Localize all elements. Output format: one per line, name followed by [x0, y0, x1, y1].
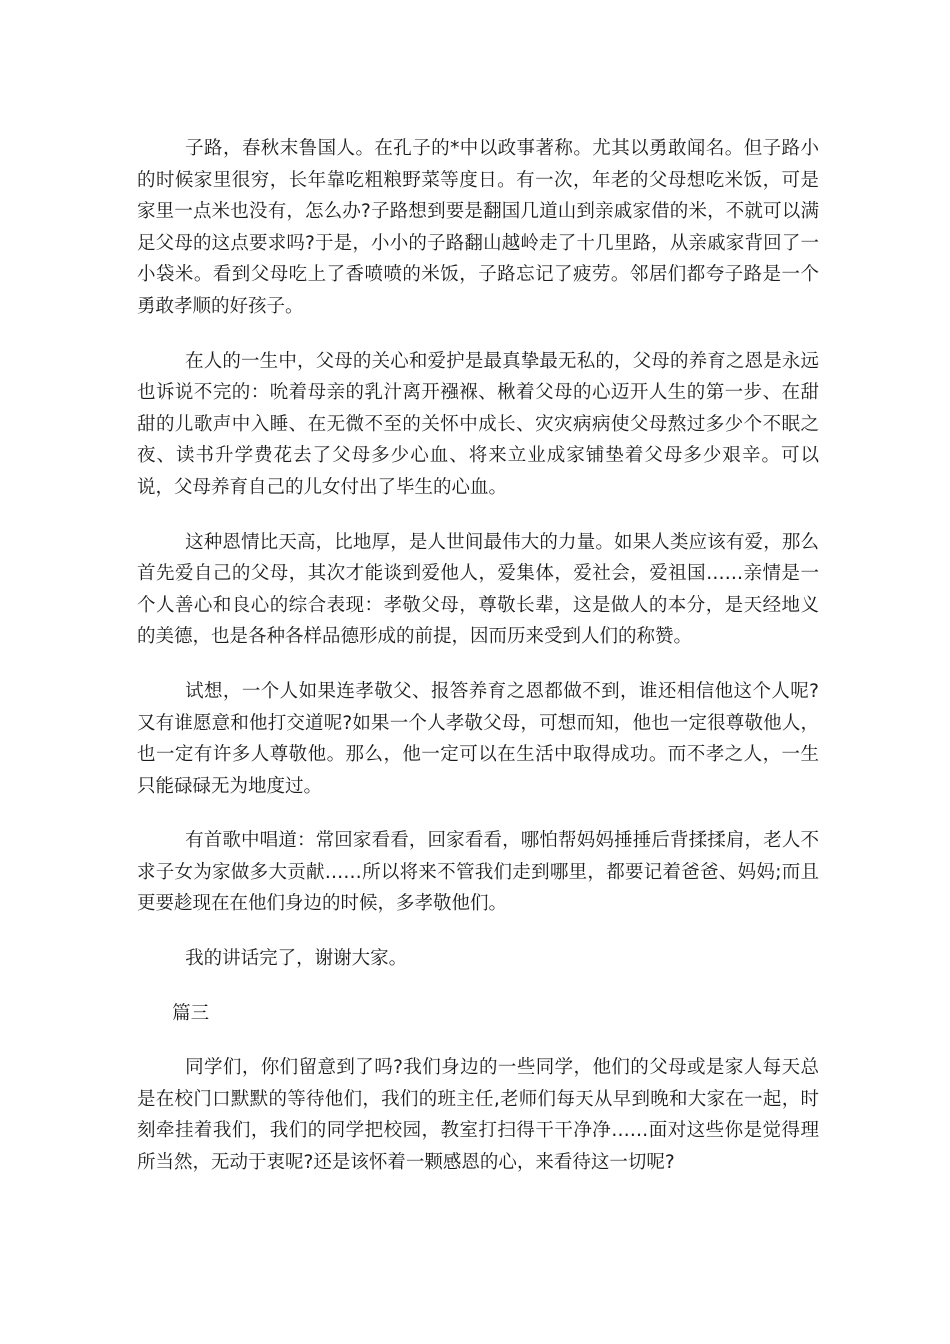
paragraph-song-lyrics: 有首歌中唱道：常回家看看，回家看看，哪怕帮妈妈捶捶后背揉揉肩，老人不求子女为家做多大贡献……所以将来不管我们走到哪里，都要记着爸爸、妈妈;而且更要趁现在在他们身边的时候，多孝敬他们。 — [137, 830, 819, 915]
paragraph-filial-piety: 试想，一个人如果连孝敬父、报答养育之恩都做不到，谁还相信他这个人呢?又有谁愿意和他打交道呢?如果一个人孝敬父母，可想而知，他也一定很尊敬他人，也一定有许多人尊敬他。那么，他一定可以在生活中取得成功。而不孝之人，一生只能碌碌无为地度过。 — [137, 680, 819, 797]
paragraph-gratitude: 同学们，你们留意到了吗?我们身边的一些同学，他们的父母或是家人每天总是在校门口默默的等待他们，我们的班主任,老师们每天从早到晚和大家在一起，时刻牵挂着我们，我们的同学把校园，教室打扫得干干净净……面对这些你是觉得理所当然，无动于衷呢?还是该怀着一颗感恩的心，来看待这一切呢? — [137, 1057, 819, 1174]
document-body — [137, 133, 819, 1202]
paragraph-parents-care: 在人的一生中，父母的关心和爱护是最真挚最无私的，父母的养育之恩是永远也诉说不完的：吮着母亲的乳汁离开襁褓、楸着父母的心迈开人生的第一步、在甜甜的儿歌声中入睡、在无微不至的关怀中成长、灾灾病病使父母熬过多少个不眠之夜、读书升学费花去了父母多少心血、将来立业成家铺垫着父母多少艰辛。可以说，父母养育自己的儿女付出了毕生的心血。 — [137, 350, 819, 498]
paragraph-zilu-story: 子路，春秋末鲁国人。在孔子的*中以政事著称。尤其以勇敢闻名。但子路小的时候家里很穷，长年靠吃粗粮野菜等度日。有一次，年老的父母想吃米饭，可是家里一点米也没有，怎么办?子路想到要是翻国几道山到亲戚家借的米，不就可以满足父母的这点要求吗?于是，小小的子路翻山越岭走了十几里路，从亲戚家背回了一小袋米。看到父母吃上了香喷喷的米饭，子路忘记了疲劳。邻居们都夸子路是一个勇敢孝顺的好孩子。 — [137, 138, 819, 317]
paragraph-greatest-love: 这种恩情比天高，比地厚，是人世间最伟大的力量。如果人类应该有爱，那么首先爱自己的父母，其次才能谈到爱他人，爱集体，爱社会，爱祖国……亲情是一个人善心和良心的综合表现：孝敬父母，尊敬长辈，这是做人的本分，是天经地义的美德，也是各种各样品德形成的前提，因而历来受到人们的称赞。 — [137, 531, 819, 648]
paragraph-speech-end: 我的讲话完了，谢谢大家。 — [185, 948, 408, 970]
section-heading: 篇三 — [172, 1002, 210, 1024]
